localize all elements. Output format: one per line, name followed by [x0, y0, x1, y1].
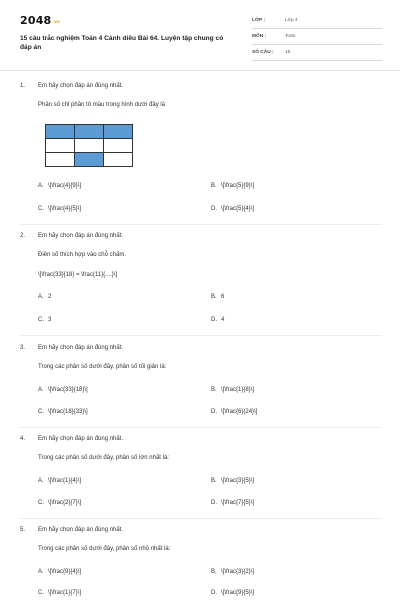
question-text: Phân số chỉ phần tô màu trong hình dưới đây là — [38, 102, 166, 108]
option-b[interactable]: B. \[\frac{3}{2}\] — [211, 569, 255, 575]
option-a-text: \[\frac{33}{18}\] — [48, 387, 88, 393]
grid-cell — [104, 139, 133, 153]
meta-subject-value: Toán — [285, 34, 296, 39]
grid-cell — [46, 139, 75, 153]
meta-subject-label: MÔN : — [252, 34, 267, 39]
meta-panel — [252, 15, 382, 63]
meta-class-row — [252, 15, 382, 29]
question-formula: \[\frac{33}{18} = \frac{11}{....}\] — [38, 272, 118, 278]
grid-row — [46, 125, 133, 139]
option-d-text: \[\frac{9}{5}\] — [221, 590, 255, 596]
option-c-text: \[\frac{18}{33}\] — [48, 409, 88, 415]
option-b[interactable]: B. \[\frac{5}{9}\] — [211, 183, 255, 189]
question-divider — [20, 224, 382, 225]
option-b[interactable]: B. \[\frac{3}{5}\] — [211, 478, 255, 484]
page-header — [0, 0, 400, 70]
option-d[interactable]: D. \[\frac{9}{5}\] — [211, 590, 255, 596]
question-number: 2. — [20, 233, 26, 239]
meta-count-label: SỐ CÂU : — [252, 50, 274, 55]
option-a[interactable]: A. \[\frac{33}{18}\] — [38, 387, 88, 393]
option-b-text: 6 — [221, 294, 225, 300]
option-c-text: \[\frac{1}{7}\] — [48, 590, 82, 596]
header-divider — [0, 70, 400, 71]
option-c-text: \[\frac{4}{5}\] — [48, 206, 82, 212]
grid-cell — [46, 153, 75, 167]
meta-count-row — [252, 47, 382, 61]
question-prompt: Em hãy chọn đáp án đúng nhất. — [38, 233, 124, 239]
option-d[interactable]: D. 4 — [211, 317, 225, 323]
question-divider — [20, 427, 382, 428]
option-b[interactable]: B. 6 — [211, 294, 225, 300]
option-c[interactable]: C. \[\frac{4}{5}\] — [38, 206, 82, 212]
option-c[interactable]: C. \[\frac{18}{33}\] — [38, 409, 88, 415]
grid-cell — [75, 139, 104, 153]
site-logo[interactable] — [20, 14, 60, 27]
question-prompt: Em hãy chọn đáp án đúng nhất. — [38, 527, 124, 533]
question-prompt: Em hãy chọn đáp án đúng nhất. — [38, 436, 124, 442]
grid-row — [46, 153, 133, 167]
question-number: 1. — [20, 83, 26, 89]
meta-count-value: 15 — [285, 50, 291, 55]
option-b-text: \[\frac{3}{2}\] — [221, 569, 255, 575]
grid-cell — [104, 125, 133, 139]
question-text: Trong các phân số dưới đây, phân số nhỏ nhất là: — [38, 546, 171, 552]
grid-cell — [104, 153, 133, 167]
option-a[interactable]: A. \[\frac{1}{4}\] — [38, 478, 82, 484]
option-a-text: \[\frac{4}{9}\] — [48, 183, 82, 189]
option-b-text: \[\frac{5}{9}\] — [221, 183, 255, 189]
option-b-text: \[\frac{3}{5}\] — [221, 478, 255, 484]
question-divider — [20, 518, 382, 519]
question-number: 5. — [20, 527, 26, 533]
meta-class-value: Lớp 4 — [285, 18, 298, 23]
grid-cell — [75, 153, 104, 167]
option-c-text: 3 — [48, 317, 52, 323]
option-c-text: \[\frac{2}{7}\] — [48, 500, 82, 506]
option-d-text: \[\frac{7}{5}\] — [221, 500, 255, 506]
document-title: 15 câu trắc nghiệm Toán 4 Cánh diều Bài 64. Luyện tập chung có đáp án — [20, 35, 224, 51]
option-a-text: \[\frac{9}{4}\] — [48, 569, 82, 575]
option-d-text: 4 — [221, 317, 225, 323]
logo-suffix: .vn — [52, 19, 60, 24]
question-prompt: Em hãy chọn đáp án đúng nhất. — [38, 83, 124, 89]
option-c[interactable]: C. \[\frac{1}{7}\] — [38, 590, 82, 596]
option-b[interactable]: B. \[\frac{1}{8}\] — [211, 387, 255, 393]
option-b-text: \[\frac{1}{8}\] — [221, 387, 255, 393]
grid-cell — [46, 125, 75, 139]
option-a-text: \[\frac{1}{4}\] — [48, 478, 82, 484]
option-d-text: \[\frac{6}{24}\] — [221, 409, 258, 415]
option-a[interactable]: A. \[\frac{9}{4}\] — [38, 569, 82, 575]
meta-class-label: LỚP : — [252, 18, 266, 23]
logo-text: 2048 — [20, 14, 52, 27]
option-c[interactable]: C. \[\frac{2}{7}\] — [38, 500, 82, 506]
option-c[interactable]: C. 3 — [38, 317, 52, 323]
option-d[interactable]: D. \[\frac{5}{4}\] — [211, 206, 255, 212]
option-d-text: \[\frac{5}{4}\] — [221, 206, 255, 212]
fraction-grid — [45, 124, 133, 167]
option-a-text: 2 — [48, 294, 52, 300]
meta-subject-row — [252, 31, 382, 45]
option-d[interactable]: D. \[\frac{6}{24}\] — [211, 409, 258, 415]
question-text: Điền số thích hợp vào chỗ chấm. — [38, 252, 126, 258]
question-text: Trong các phân số dưới đây, phân số tối giản là: — [38, 364, 167, 370]
option-d[interactable]: D. \[\frac{7}{5}\] — [211, 500, 255, 506]
question-text: Trong các phân số dưới đây, phân số lớn nhất là: — [38, 455, 169, 461]
question-prompt: Em hãy chọn đáp án đúng nhất. — [38, 345, 124, 351]
option-a[interactable]: A. 2 — [38, 294, 52, 300]
grid-row — [46, 139, 133, 153]
option-a[interactable]: A. \[\frac{4}{9}\] — [38, 183, 82, 189]
question-divider — [20, 335, 382, 336]
question-number: 3. — [20, 345, 26, 351]
grid-cell — [75, 125, 104, 139]
question-number: 4. — [20, 436, 26, 442]
